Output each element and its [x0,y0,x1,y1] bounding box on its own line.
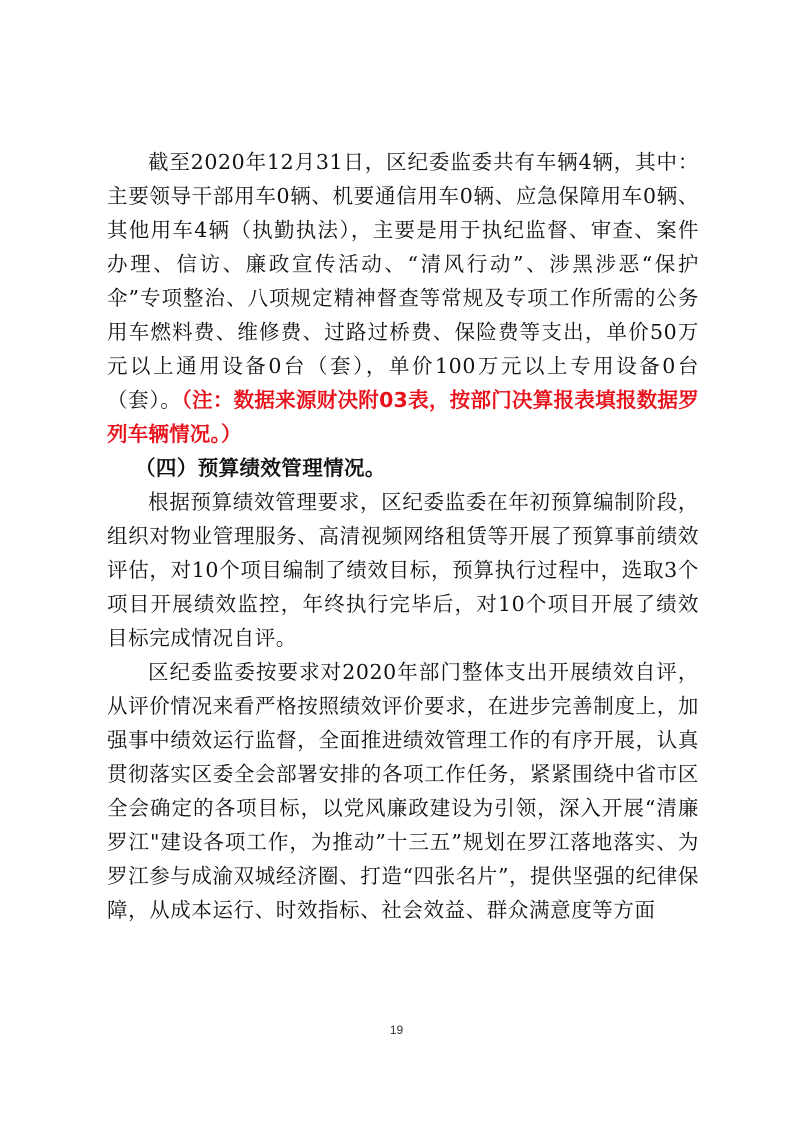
paragraph-vehicles [107,145,699,451]
paragraph-performance-management: 根据预算绩效管理要求，区纪委监委在年初预算编制阶段，组织对物业管理服务、高清视频网络租赁等开展了预算事前绩效评估，对10个项目编制了绩效目标，预算执行过程中，选取3个项目开展绩效监控，年终执行完毕后，对10个项目开展了绩效目标完成情况自评。 [107,490,699,650]
paragraph-vehicles-text: 截至2020年12月31日，区纪委监委共有车辆4辆，其中：主要领导干部用车0辆、机要通信用车0辆、应急保障用车0辆、其他用车4辆（执勤执法），主要是用于执纪监督、审查、案件办理、信访、廉政宣传活动、“清风行动”、涉黑涉恶“保护伞”专项整治、八项规定精神督查等常规及专项工作所需的公务用车燃料费、维修费、过路过桥费、保险费等支出，单价50万元以上通用设备0台（套），单价100万元以上专用设备0台（套）。 [107,150,699,412]
document-body [107,145,699,927]
data-source-note: （注：数据来源财决附03表，按部门决算报表填报数据罗列车辆情况。） [107,388,699,446]
section-heading-performance: （四）预算绩效管理情况。 [135,456,386,480]
page-number: 19 [389,1023,404,1037]
paragraph-self-evaluation: 区纪委监委按要求对2020年部门整体支出开展绩效自评，从评价情况来看严格按照绩效评价要求，在进步完善制度上，加强事中绩效运行监督，全面推进绩效管理工作的有序开展，认真贯彻落实区委全会部署安排的各项工作任务，紧紧围绕中省市区全会确定的各项目标，以党风廉政建设为引领，深入开展“清廉罗江"建设各项工作，为推动”十三五”规划在罗江落地落实、为罗江参与成渝双城经济圈、打造“四张名片”，提供坚强的纪律保障，从成本运行、时效指标、社会效益、群众满意度等方面 [107,660,699,922]
